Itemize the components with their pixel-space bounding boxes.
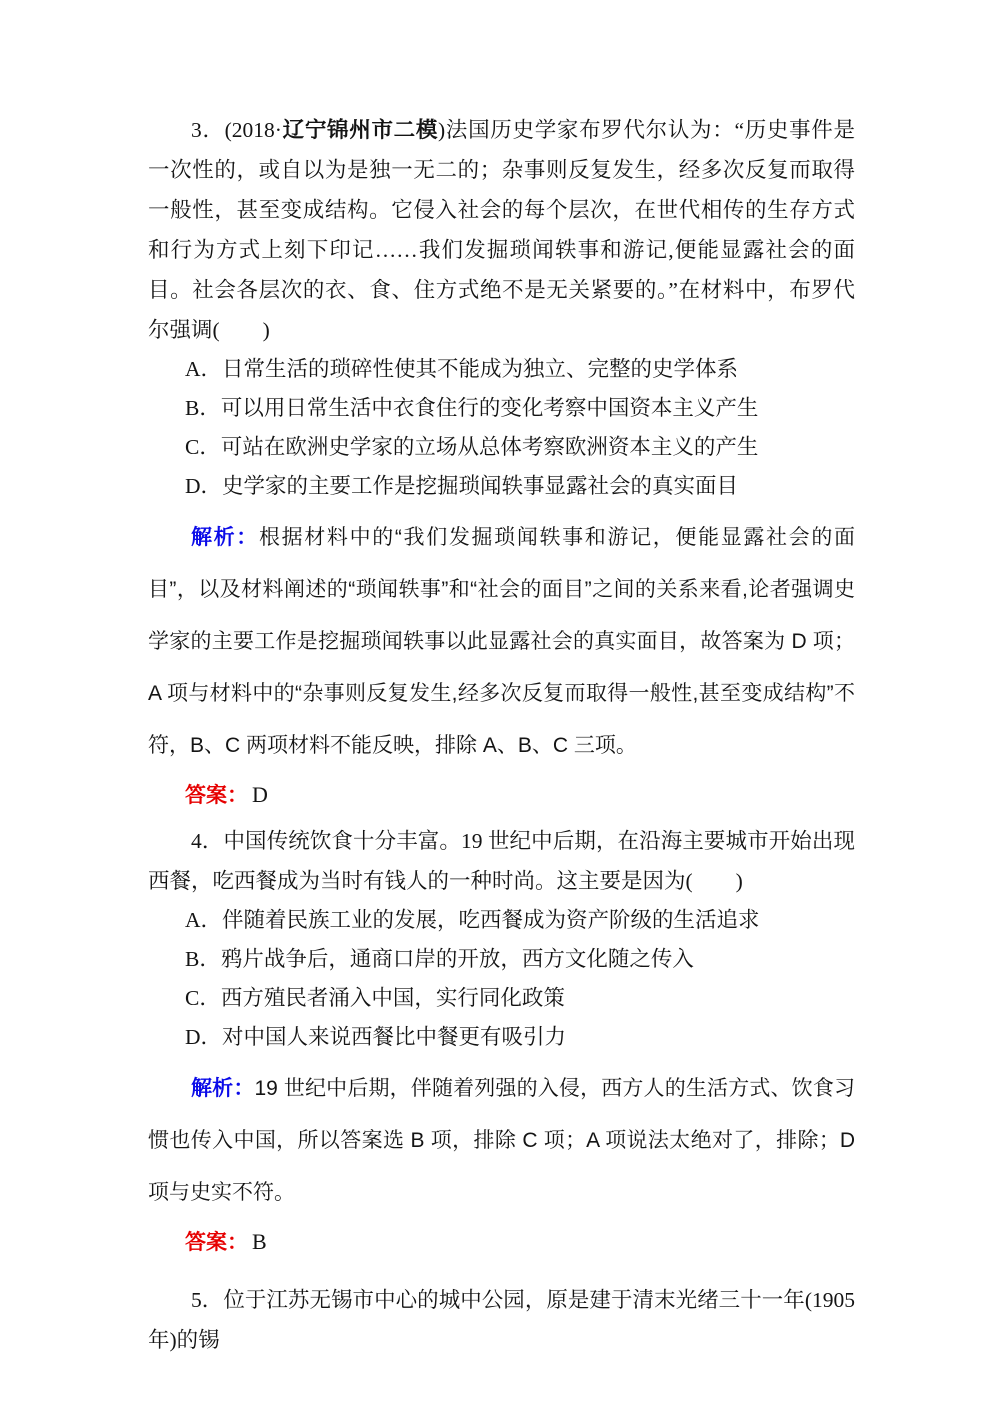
question-4-option-c: C．西方殖民者涌入中国，实行同化政策 <box>185 986 565 1010</box>
question-4-options <box>148 901 855 1057</box>
question-3-source: 辽宁锦州市二模 <box>281 118 439 142</box>
question-4-answer-line <box>148 1221 855 1264</box>
question-4-option-d: D．对中国人来说西餐比中餐更有吸引力 <box>185 1025 567 1049</box>
analysis-label: 解析： <box>191 1077 255 1100</box>
question-4-analysis-text: 19 世纪中后期，伴随着列强的入侵，西方人的生活方式、饮食习惯也传入中国，所以答案选 B 项，排除 C 项；A 项说法太绝对了，排除；D 项与史实不符。 <box>148 1077 855 1204</box>
question-3-option-b: B．可以用日常生活中衣食住行的变化考察中国资本主义产生 <box>185 396 759 420</box>
question-4-stem <box>148 821 855 901</box>
answer-label: 答案： <box>185 1231 248 1254</box>
question-5-stem <box>148 1280 855 1360</box>
question-5-text: 5．位于江苏无锡市中心的城中公园，原是建于清末光绪三十一年(1905 年)的锡 <box>148 1288 855 1352</box>
question-4-option-b: B．鸦片战争后，通商口岸的开放，西方文化随之传入 <box>185 947 694 971</box>
question-4-text: 4．中国传统饮食十分丰富。19 世纪中后期，在沿海主要城市开始出现西餐，吃西餐成为当时有钱人的一种时尚。这主要是因为( ) <box>148 829 855 893</box>
question-3-option-d: D．史学家的主要工作是挖掘琐闻轶事显露社会的真实面目 <box>185 474 739 498</box>
question-3-answer-line <box>148 774 855 817</box>
question-3-analysis-text: 根据材料中的“我们发掘琐闻轶事和游记，便能显露社会的面目”，以及材料阐述的“琐闻轶事”和“社会的面目”之间的关系来看,论者强调史学家的主要工作是挖掘琐闻轶事以此显露社会的真实面目，故答案为 D 项；A 项与材料中的“杂事则反复发生,经多次反复而取得一般性,甚至变成结构”不符，B、C 两项材料不能反映，排除 A、B、C 三项。 <box>148 526 855 757</box>
question-3-analysis <box>148 512 855 772</box>
question-4-analysis <box>148 1063 855 1219</box>
analysis-label: 解析： <box>191 526 259 549</box>
question-3-option-c: C．可站在欧洲史学家的立场从总体考察欧洲资本主义的产生 <box>185 435 759 459</box>
question-3-block <box>148 110 855 817</box>
question-3-option-a: A．日常生活的琐碎性使其不能成为独立、完整的史学体系 <box>185 357 739 381</box>
question-3-options <box>148 350 855 506</box>
answer-label: 答案： <box>185 784 248 807</box>
question-3-answer: D <box>252 782 268 807</box>
question-3-number-and-year: 3．(2018· <box>191 118 282 142</box>
question-3-text: )法国历史学家布罗代尔认为：“历史事件是一次性的，或自以为是独一无二的；杂事则反复发生，经多次反复而取得一般性，甚至变成结构。它侵入社会的每个层次，在世代相传的生存方式和行为方式上刻下印记……我们发掘琐闻轶事和游记,便能显露社会的面目。社会各层次的衣、食、住方式绝不是无关紧要的。”在材料中，布罗代尔强调( ) <box>148 118 855 342</box>
question-5-block <box>148 1280 855 1360</box>
question-3-stem <box>148 110 855 350</box>
question-4-option-a: A．伴随着民族工业的发展，吃西餐成为资产阶级的生活追求 <box>185 908 760 932</box>
question-4-block <box>148 821 855 1264</box>
question-4-answer: B <box>252 1229 267 1254</box>
